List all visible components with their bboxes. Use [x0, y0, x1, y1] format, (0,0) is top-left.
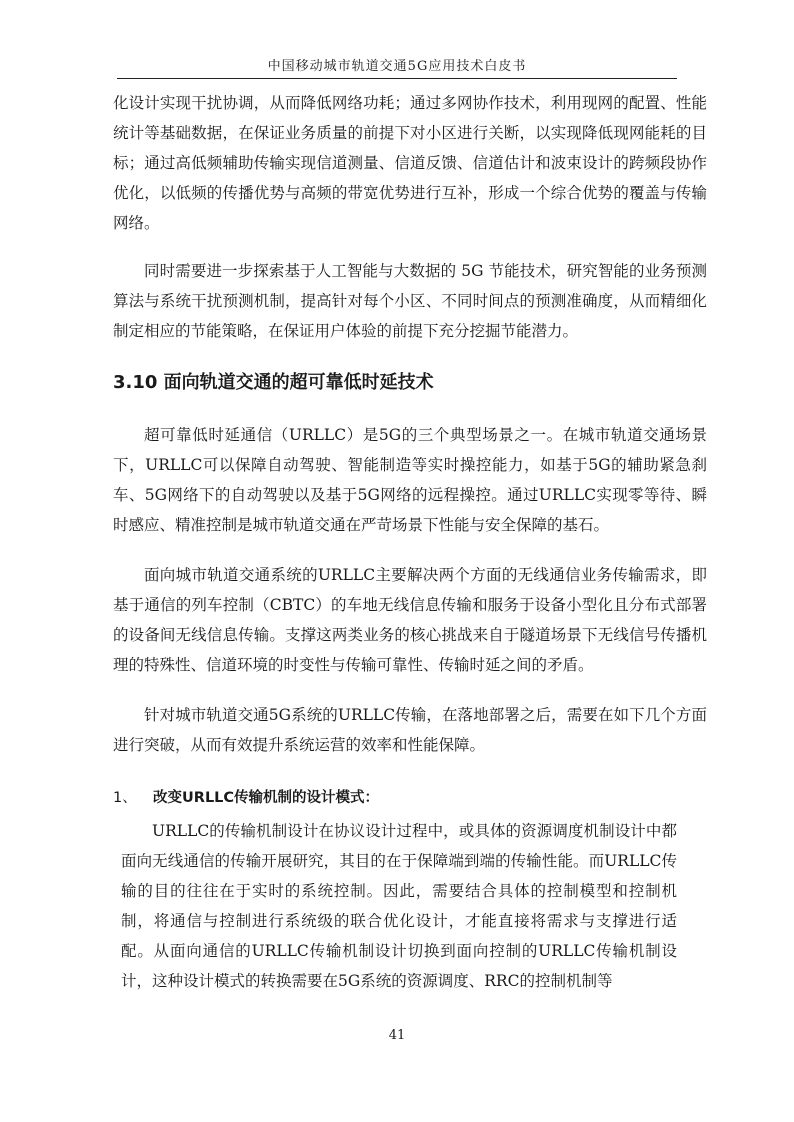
- subsection-number: 1、: [113, 790, 137, 806]
- subsection-title: 改变URLLC传输机制的设计模式：: [153, 790, 380, 806]
- running-header: 中国移动城市轨道交通5G应用技术白皮书: [267, 59, 527, 74]
- section-heading: 3.10 面向轨道交通的超可靠低时延技术: [113, 372, 434, 393]
- paragraph-urllc-requirements: 面向城市轨道交通系统的URLLC主要解决两个方面的无线通信业务传输需求，即基于通信的列车控制（CBTC）的车地无线信息传输和服务于设备小型化且分布式部署的设备间无线信息传输。支撑这两类业务的核心挑战来自于隧道场景下无线信号传播机理的特殊性、信道环境的时变性与传输可靠性、传输时延之间的矛盾。: [113, 566, 707, 674]
- paragraph-ai-energy-saving: 同时需要进一步探索基于人工智能与大数据的 5G 节能技术，研究智能的业务预测算法与系统干扰预测机制，提高针对每个小区、不同时间点的预测准确度，从而精细化制定相应的节能策略，在保证用户体验的前提下充分挖掘节能潜力。: [113, 262, 707, 340]
- paragraph-breakthroughs: 针对城市轨道交通5G系统的URLLC传输，在落地部署之后，需要在如下几个方面进行突破，从而有效提升系统运营的效率和性能保障。: [113, 706, 707, 754]
- page-number: 41: [388, 1028, 406, 1043]
- header-divider: [117, 78, 677, 79]
- subsection-heading: [113, 786, 379, 807]
- paragraph-urllc-intro: 超可靠低时延通信（URLLC）是5G的三个典型场景之一。在城市轨道交通场景下，URLLC可以保障自动驾驶、智能制造等实时操控能力，如基于5G的辅助紧急刹车、5G网络下的自动驾驶以及基于5G网络的远程操控。通过URLLC实现零等待、瞬时感应、精准控制是城市轨道交通在严苛场景下性能与安全保障的基石。: [113, 426, 707, 534]
- paragraph-network-coordination: 化设计实现干扰协调，从而降低网络功耗；通过多网协作技术，利用现网的配置、性能统计等基础数据，在保证业务质量的前提下对小区进行关断，以实现降低现网能耗的目标；通过高低频辅助传输实现信道测量、信道反馈、信道估计和波束设计的跨频段协作优化，以低频的传播优势与高频的带宽优势进行互补，形成一个综合优势的覆盖与传输网络。: [113, 94, 707, 232]
- paragraph-design-mode: URLLC的传输机制设计在协议设计过程中，或具体的资源调度机制设计中都面向无线通信的传输开展研究，其目的在于保障端到端的传输性能。而URLLC传输的目的往往在于实时的系统控制。因此，需要结合具体的控制模型和控制机制，将通信与控制进行系统级的联合优化设计，才能直接将需求与支撑进行适配。从面向通信的URLLC传输机制设计切换到面向控制的URLLC传输机制设计，这种设计模式的转换需要在5G系统的资源调度、RRC的控制机制等: [121, 822, 677, 990]
